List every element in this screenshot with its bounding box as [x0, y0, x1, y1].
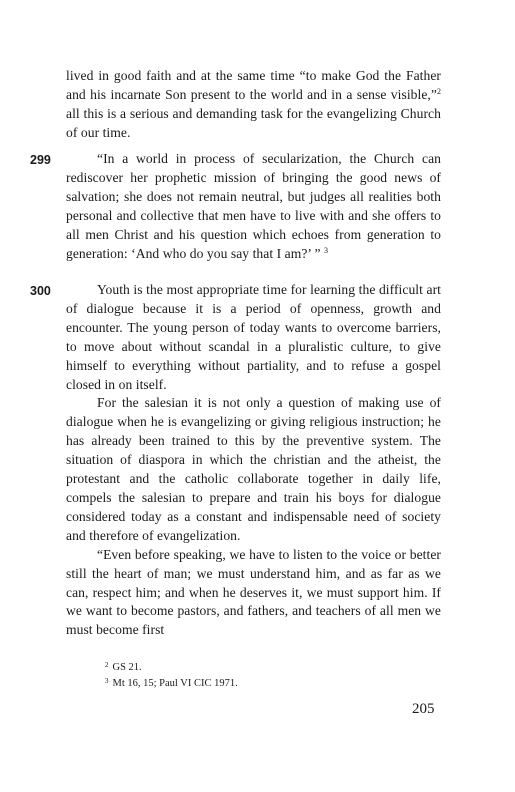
continuation-text: lived in good faith and at the same time “to make God the Father and his incarnate Son present to the world and in a sense visible,” [66, 68, 441, 102]
paragraph-300-part-1: Youth is the most appropriate time for learning the difficult art of dialogue because it is a period of openness, growth and encounter. The young person of today wants to overcome barriers, to move about without scandal in a pluralistic culture, to give himself to everything without partiality, and to refuse a gospel closed in on itself. [66, 282, 441, 392]
page-number: 205 [412, 701, 435, 717]
continuation-text-end: all this is a serious and demanding task for the evangelizing Church of our time. [66, 105, 441, 140]
footnote-mark: 2 [105, 661, 109, 669]
paragraph-299-text: “In a world in process of secularization, the Church can rediscover her prophetic mission of bringing the good news of salvation; she does not remain neutral, but judges all realities both personal and collective that men have to live with and she offers to all men Christ and his question which echoes from generation to generation: ‘And who do you say that I am?’ ” [66, 151, 441, 261]
continuation-paragraph [66, 67, 441, 143]
paragraph-number-300: 300 [30, 284, 51, 298]
footnote [105, 676, 238, 692]
footnotes [105, 660, 238, 692]
footnote-ref-3: 3 [324, 245, 329, 255]
paragraph-300-part-2: For the salesian it is not only a question of making use of dialogue when he is evangelizing or giving religious instruction; he has already been trained to this by the preventive system. The situation of diaspora in which the christian and the atheist, the protestant and the catholic collaborate together in daily life, compels the salesian to prepare and train his boys for dialogue considered today as a constant and indispensable need of society and therefore of evangelization. [66, 395, 441, 543]
footnote-text: GS 21. [112, 662, 142, 673]
footnote-ref-2: 2 [436, 86, 441, 96]
paragraph-300 [66, 281, 441, 640]
footnote [105, 660, 238, 676]
paragraph-300-part-3: “Even before speaking, we have to listen to the voice or better still the heart of man; we must understand him, and as far as we can, respect him; and when he deserves it, we must support him. If we want to become pastors, and fathers, and teachers of all men we must become first [66, 546, 441, 638]
paragraph-number-299: 299 [30, 153, 51, 167]
footnote-mark: 3 [105, 677, 109, 685]
footnote-text: Mt 16, 15; Paul VI CIC 1971. [112, 678, 238, 689]
paragraph-299 [66, 150, 441, 263]
